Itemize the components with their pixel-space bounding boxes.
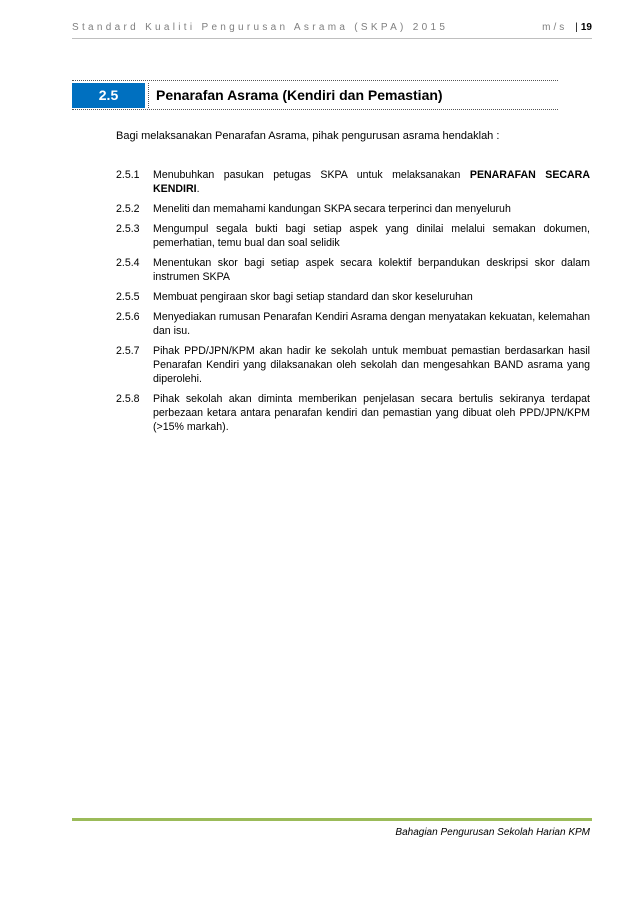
list-item-number: 2.5.4 xyxy=(116,257,140,269)
list-item-text: Menubuhkan pasukan petugas SKPA untuk melaksanakan PENARAFAN SECARA KENDIRI. xyxy=(153,169,590,195)
section-divider xyxy=(148,83,149,108)
section-number-badge: 2.5 xyxy=(72,83,145,108)
intro-paragraph: Bagi melaksanakan Penarafan Asrama, pihak pengurusan asrama hendaklah : xyxy=(116,130,500,142)
header-separator: | xyxy=(575,22,578,33)
list-item-text: Pihak sekolah akan diminta memberikan penjelasan secara bertulis sekiranya terdapat perbezaan ketara antara penarafan kendiri dan pemastian yang dibuat oleh PPD/JPN/KPM (>15% markah). xyxy=(153,393,590,433)
list-item-number: 2.5.2 xyxy=(116,203,140,215)
header-title: Standard Kualiti Pengurusan Asrama (SKPA) 2015 xyxy=(72,22,449,33)
list-item-text: Pihak PPD/JPN/KPM akan hadir ke sekolah untuk membuat pemastian berdasarkan hasil Penarafan Kendiri yang dilaksanakan oleh sekolah dan mengesahkan BAND asrama yang diperolehi. xyxy=(153,345,590,385)
list-item xyxy=(116,222,590,250)
list-item-text: Menentukan skor bagi setiap aspek secara kolektif berpandukan deskripsi skor dalam instrumen SKPA xyxy=(153,257,590,283)
footer-rule xyxy=(72,818,592,821)
list-item-text: Membuat pengiraan skor bagi setiap standard dan skor keseluruhan xyxy=(153,291,473,303)
header-page-label: m/s xyxy=(542,22,568,33)
list-item xyxy=(116,290,590,304)
section-title: Penarafan Asrama (Kendiri dan Pemastian) xyxy=(156,87,443,103)
list-item xyxy=(116,392,590,434)
list-item-text: Meneliti dan memahami kandungan SKPA secara terperinci dan menyeluruh xyxy=(153,203,511,215)
list-item-number: 2.5.8 xyxy=(116,393,140,405)
list-item xyxy=(116,202,590,216)
running-header xyxy=(72,20,592,38)
footer-text: Bahagian Pengurusan Sekolah Harian KPM xyxy=(395,827,590,838)
list-item xyxy=(116,310,590,338)
list-item-number: 2.5.1 xyxy=(116,169,140,181)
list-item-text: Menyediakan rumusan Penarafan Kendiri Asrama dengan menyatakan kekuatan, kelemahan dan isu. xyxy=(153,311,590,337)
list-item xyxy=(116,168,590,196)
list-item-number: 2.5.7 xyxy=(116,345,140,357)
emphasis-text: PENARAFAN SECARA KENDIRI xyxy=(153,169,590,195)
header-rule xyxy=(72,38,592,39)
list-item-text: Mengumpul segala bukti bagi setiap aspek yang dinilai melalui semakan dokumen, pemerhatian, temu bual dan soal selidik xyxy=(153,223,590,249)
list-item xyxy=(116,344,590,386)
list-item-number: 2.5.3 xyxy=(116,223,140,235)
page-number: 19 xyxy=(580,22,592,33)
list-item-number: 2.5.5 xyxy=(116,291,140,303)
list-item xyxy=(116,256,590,284)
section-heading xyxy=(72,80,558,110)
list-item-number: 2.5.6 xyxy=(116,311,140,323)
numbered-list xyxy=(116,168,590,440)
header-page-info xyxy=(542,22,592,33)
